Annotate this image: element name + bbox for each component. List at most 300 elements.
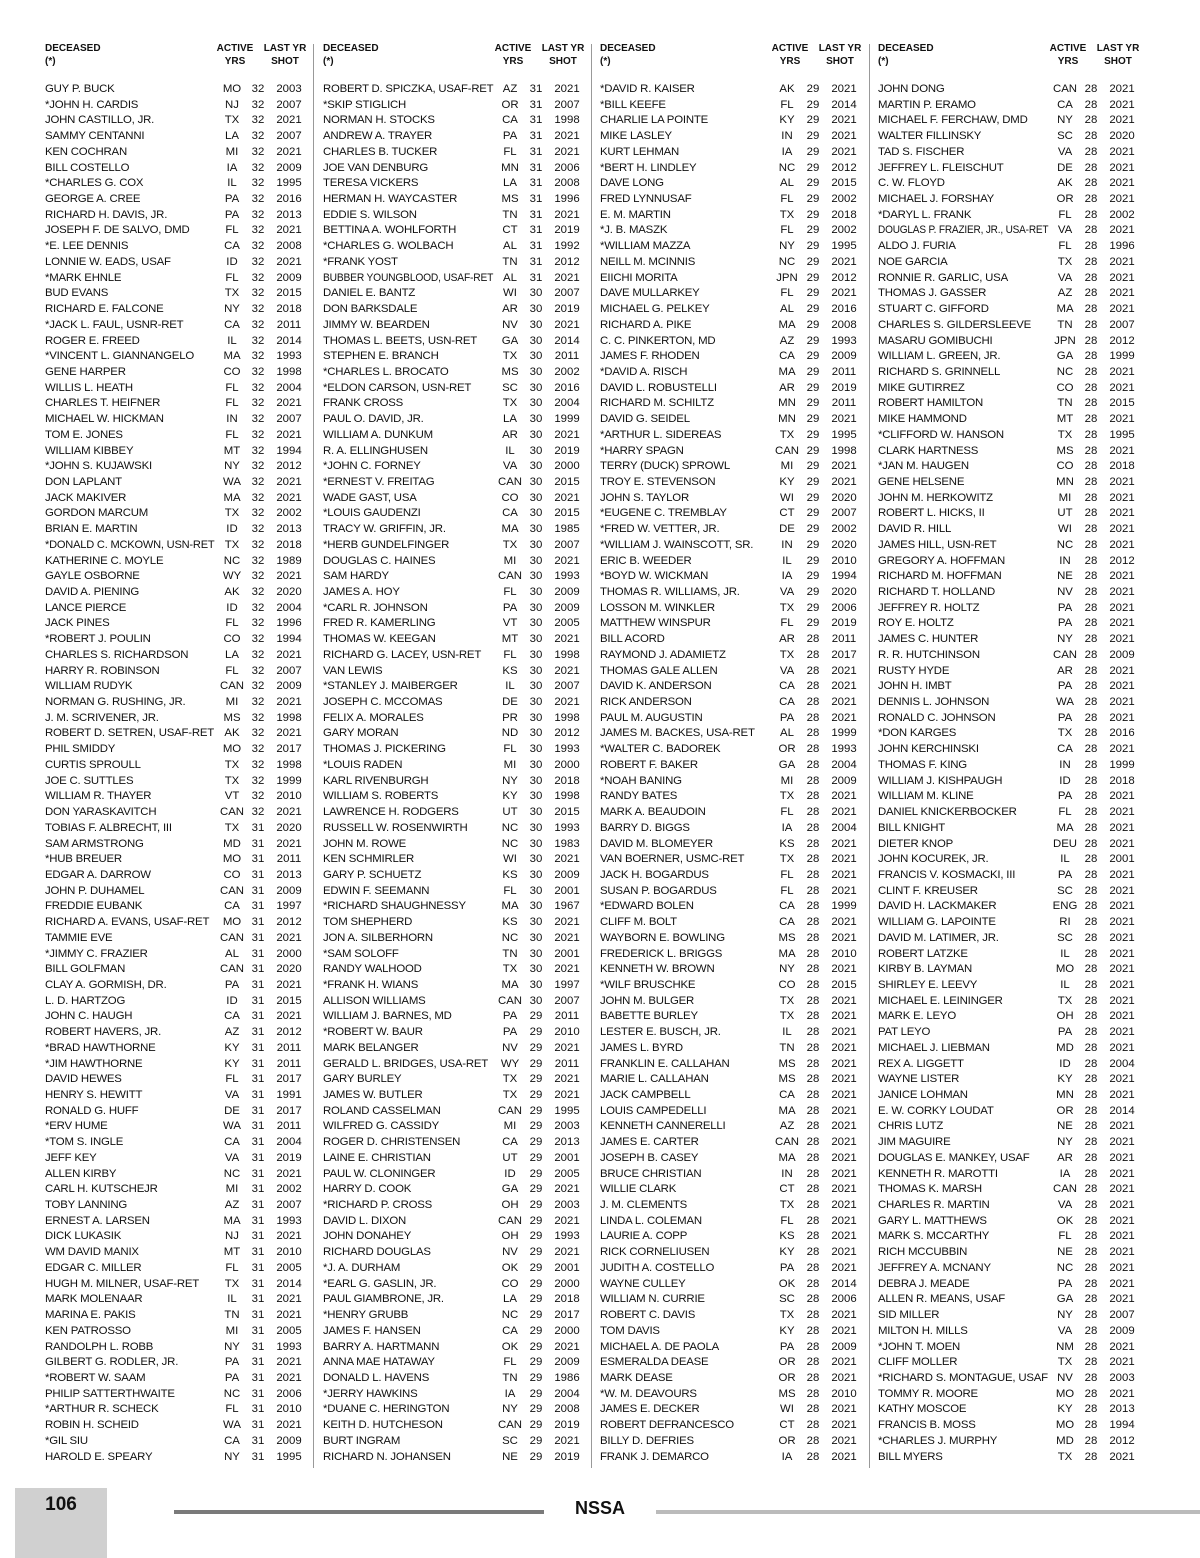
member-state: VA <box>224 1089 240 1101</box>
member-state: KY <box>779 1246 795 1259</box>
member-name: *RICHARD S. MONTAGUE, USAF <box>878 1371 1048 1384</box>
member-state: CAN <box>1052 1183 1078 1196</box>
member-name: JAMES C. HUNTER <box>878 633 979 646</box>
member-name: DAVID K. ANDERSON <box>600 680 712 693</box>
list-item <box>45 1450 307 1466</box>
member-state: MI <box>503 1120 517 1133</box>
list-item <box>45 994 307 1010</box>
last-year-shot: 2019 <box>554 444 580 457</box>
member-state: NY <box>224 460 240 473</box>
list-item <box>323 475 585 491</box>
member-state: LA <box>503 1293 517 1306</box>
last-year-shot: 2007 <box>1109 318 1135 331</box>
member-name: TOM DAVIS <box>600 1324 660 1337</box>
member-state: KY <box>224 1057 240 1070</box>
list-item <box>600 1308 862 1324</box>
active-years: 31 <box>251 1136 265 1149</box>
list-item <box>45 428 307 444</box>
member-state: NC <box>501 931 519 944</box>
active-years: 28 <box>806 884 820 897</box>
member-state: AK <box>779 83 795 95</box>
member-state: TX <box>779 208 795 221</box>
active-years: 30 <box>529 570 543 583</box>
last-year-shot: 2021 <box>1109 696 1135 709</box>
member-state: MT <box>223 1246 241 1259</box>
list-item <box>878 711 1140 727</box>
active-years: 31 <box>251 884 265 897</box>
member-name: RICK ANDERSON <box>600 696 692 709</box>
last-year-shot: 2002 <box>831 193 857 206</box>
active-years: 28 <box>806 1057 820 1070</box>
member-name: *JOHN H. CARDIS <box>45 98 139 111</box>
active-years: 28 <box>1084 821 1098 834</box>
member-state: TX <box>1057 727 1073 740</box>
active-years: 29 <box>806 130 820 143</box>
active-years: 32 <box>251 255 265 268</box>
list-item <box>600 334 862 350</box>
member-name: GEORGE A. CREE <box>45 193 141 206</box>
member-name: BABETTE BURLEY <box>600 1010 698 1023</box>
active-years: 31 <box>251 1261 265 1274</box>
member-name: WILLIAM J. KISHPAUGH <box>878 774 1003 787</box>
member-name: *ARTHUR L. SIDEREAS <box>600 428 722 441</box>
active-years: 28 <box>806 978 820 991</box>
member-state: KS <box>779 837 795 850</box>
last-year-shot: 2010 <box>831 554 857 567</box>
member-name: *ROBERT W. SAAM <box>45 1371 146 1384</box>
active-years: 32 <box>251 83 265 95</box>
active-years: 31 <box>251 916 265 929</box>
last-year-shot: 2021 <box>1109 1073 1135 1086</box>
active-years: 29 <box>806 287 820 300</box>
last-year-shot: 2021 <box>1109 224 1135 237</box>
last-year-shot: 2021 <box>276 648 302 661</box>
active-years: 30 <box>529 428 543 441</box>
active-years: 28 <box>1084 837 1098 850</box>
member-name: TRACY W. GRIFFIN, JR. <box>323 523 446 536</box>
member-name: DAVID G. SEIDEL <box>600 413 690 426</box>
active-years: 28 <box>1084 1230 1098 1243</box>
last-year-shot: 2021 <box>831 853 857 866</box>
active-years: 31 <box>529 83 543 95</box>
member-name: WAYNE LISTER <box>878 1073 960 1086</box>
active-years: 28 <box>806 1324 820 1337</box>
last-year-shot: 2013 <box>276 868 302 881</box>
member-name: MARK A. BEAUDOIN <box>600 806 706 819</box>
member-name: *W. M. DEAVOURS <box>600 1387 697 1400</box>
column-divider <box>313 44 314 1468</box>
member-name: JOHN KOCUREK, JR. <box>878 853 989 866</box>
list-item <box>323 1324 585 1340</box>
last-year-shot: 2021 <box>276 145 302 158</box>
last-year-shot: 2015 <box>1109 397 1135 410</box>
member-name: PAUL W. CLONINGER <box>323 1167 436 1180</box>
last-year-shot: 2021 <box>1109 994 1135 1007</box>
member-name: ESMERALDA DEASE <box>600 1356 709 1369</box>
member-name: *EUGENE C. TREMBLAY <box>600 507 727 520</box>
member-state: AR <box>1057 664 1073 677</box>
list-item <box>600 302 862 318</box>
list-item <box>323 271 585 287</box>
active-years: 28 <box>1084 1214 1098 1227</box>
list-item <box>45 349 307 365</box>
active-years: 29 <box>806 428 820 441</box>
list-item <box>600 161 862 177</box>
member-state: CA <box>502 114 518 127</box>
last-year-shot: 2021 <box>1109 963 1135 976</box>
member-state: NV <box>502 318 518 331</box>
last-year-shot: 2021 <box>1109 1277 1135 1290</box>
active-years: 32 <box>251 711 265 724</box>
member-name: DENNIS L. JOHNSON <box>878 696 990 709</box>
active-years: 29 <box>529 1026 543 1039</box>
active-years: 31 <box>251 1057 265 1070</box>
list-item <box>878 428 1140 444</box>
list-item <box>323 1214 585 1230</box>
active-years: 30 <box>529 884 543 897</box>
member-name: KARL RIVENBURGH <box>323 774 429 787</box>
active-years: 28 <box>1084 303 1098 316</box>
list-item <box>45 1167 307 1183</box>
last-year-shot: 2007 <box>276 130 302 143</box>
member-state: AZ <box>224 1199 240 1212</box>
member-state: PA <box>502 1026 518 1039</box>
member-state: FL <box>780 884 794 897</box>
active-years: 29 <box>806 350 820 363</box>
last-year-shot: 2021 <box>276 696 302 709</box>
active-years: 32 <box>251 193 265 206</box>
active-years: 28 <box>806 1120 820 1133</box>
member-name: JOHN M. ROWE <box>323 837 407 850</box>
active-years: 29 <box>806 475 820 488</box>
last-year-shot: 2021 <box>1109 617 1135 630</box>
active-years: 29 <box>806 381 820 394</box>
member-state: PA <box>1057 790 1073 803</box>
last-year-shot: 2009 <box>831 350 857 363</box>
member-name: CHARLIE LA POINTE <box>600 114 709 127</box>
list-item <box>878 1355 1140 1371</box>
member-state: CA <box>779 1089 795 1101</box>
last-year-shot: 1993 <box>554 821 580 834</box>
member-name: DOUGLAS P. FRAZIER, JR., USA-RET <box>878 224 1049 237</box>
active-years: 28 <box>806 947 820 960</box>
member-state: TX <box>224 821 240 834</box>
list-item <box>323 318 585 334</box>
member-state: OH <box>1056 1010 1074 1023</box>
active-years: 30 <box>529 601 543 614</box>
member-name: *ERNEST V. FREITAG <box>323 475 435 488</box>
active-years: 28 <box>1084 114 1098 127</box>
last-year-shot: 2021 <box>554 1183 580 1196</box>
list-item <box>878 286 1140 302</box>
member-state: SC <box>1057 884 1073 897</box>
list-item <box>600 554 862 570</box>
member-state: MO <box>1055 1387 1075 1400</box>
last-year-shot: 2012 <box>276 1026 302 1039</box>
member-name: TOBY LANNING <box>45 1199 128 1212</box>
member-state: IA <box>504 1387 516 1400</box>
list-item <box>323 978 585 994</box>
active-years: 29 <box>806 570 820 583</box>
last-year-shot: 2021 <box>1109 507 1135 520</box>
list-item <box>323 255 585 271</box>
member-name: *TOM S. INGLE <box>45 1136 124 1149</box>
list-item <box>600 601 862 617</box>
list-item <box>600 1324 862 1340</box>
column-header <box>878 38 1140 78</box>
member-state: OR <box>1056 193 1074 206</box>
member-state: AL <box>225 947 239 960</box>
last-year-shot: 2021 <box>554 271 580 284</box>
member-name: JOHN KERCHINSKI <box>878 743 979 756</box>
member-state: FL <box>225 224 239 237</box>
list-item <box>600 381 862 397</box>
list-item <box>45 208 307 224</box>
member-name: LOUIS CAMPEDELLI <box>600 1104 707 1117</box>
list-item <box>323 1041 585 1057</box>
member-state: CAN <box>774 1136 800 1149</box>
last-year-shot: 2021 <box>831 1089 857 1101</box>
last-year-shot: 2005 <box>276 1324 302 1337</box>
member-state: CA <box>224 900 240 913</box>
last-year-shot: 2021 <box>554 916 580 929</box>
last-year-shot: 2009 <box>1109 1324 1135 1337</box>
member-state: NE <box>1057 1246 1073 1259</box>
member-name: *DAVID R. KAISER <box>600 83 695 95</box>
list-item <box>323 98 585 114</box>
last-year-shot: 1983 <box>554 837 580 850</box>
member-name: *GIL SIU <box>45 1434 88 1447</box>
member-name: DON BARKSDALE <box>323 303 418 316</box>
active-years: 28 <box>806 1073 820 1086</box>
active-years: 30 <box>529 475 543 488</box>
member-state: FL <box>225 664 239 677</box>
active-years: 28 <box>1084 900 1098 913</box>
active-years: 30 <box>529 507 543 520</box>
member-name: RICHARD E. FALCONE <box>45 303 164 316</box>
list-item <box>878 1450 1140 1466</box>
member-name: CURTIS SPROULL <box>45 758 141 771</box>
active-years: 31 <box>251 931 265 944</box>
active-years: 32 <box>251 664 265 677</box>
list-item <box>600 1355 862 1371</box>
member-name: GARY P. SCHUETZ <box>323 868 422 881</box>
active-years: 29 <box>806 271 820 284</box>
member-state: DE <box>1057 161 1073 174</box>
member-state: FL <box>780 806 794 819</box>
active-years: 28 <box>1084 1073 1098 1086</box>
member-name: THOMAS L. BEETS, USN-RET <box>323 334 478 347</box>
member-name: DAVID R. HILL <box>878 523 952 536</box>
member-state: FL <box>503 743 517 756</box>
member-name: JACK MAKIVER <box>45 491 127 504</box>
header-active-yrs: ACTIVE YRS <box>1049 43 1087 67</box>
member-state: WI <box>503 853 517 866</box>
member-name: *DONALD C. MCKOWN, USN-RET <box>45 538 215 551</box>
member-state: AZ <box>779 334 795 347</box>
member-name: THOMAS K. MARSH <box>878 1183 982 1196</box>
member-name: BILL COSTELLO <box>45 161 130 174</box>
member-name: R. R. HUTCHINSON <box>878 648 980 661</box>
roster-list <box>323 82 585 1465</box>
list-item <box>45 1229 307 1245</box>
active-years: 28 <box>1084 1434 1098 1447</box>
list-item <box>600 271 862 287</box>
last-year-shot: 2021 <box>554 1041 580 1054</box>
list-item <box>323 538 585 554</box>
header-last-yr-shot: LAST YR SHOT <box>1096 43 1140 67</box>
list-item <box>878 1041 1140 1057</box>
list-item <box>45 1434 307 1450</box>
active-years: 32 <box>251 428 265 441</box>
member-state: NY <box>502 1403 518 1416</box>
member-name: MICHAEL J. LIEBMAN <box>878 1041 990 1054</box>
last-year-shot: 2000 <box>276 947 302 960</box>
page-number-box <box>15 1488 107 1558</box>
member-state: TX <box>224 538 240 551</box>
last-year-shot: 2015 <box>831 177 857 190</box>
list-item <box>600 1340 862 1356</box>
list-item <box>600 711 862 727</box>
member-state: MO <box>222 853 242 866</box>
member-state: FL <box>225 271 239 284</box>
last-year-shot: 2005 <box>554 617 580 630</box>
member-name: CHARLES T. HEIFNER <box>45 397 161 410</box>
list-item <box>323 113 585 129</box>
last-year-shot: 2021 <box>831 1104 857 1117</box>
list-item <box>600 491 862 507</box>
last-year-shot: 2021 <box>831 1073 857 1086</box>
footer-rule-left <box>174 1510 544 1514</box>
member-state: CA <box>224 318 240 331</box>
member-name: ANNA MAE HATAWAY <box>323 1356 435 1369</box>
active-years: 28 <box>1084 1057 1098 1070</box>
member-state: TX <box>779 1309 795 1322</box>
list-item <box>323 334 585 350</box>
list-item <box>878 585 1140 601</box>
last-year-shot: 2010 <box>831 947 857 960</box>
member-name: *HARRY SPAGN <box>600 444 684 457</box>
member-name: *BERT H. LINDLEY <box>600 161 697 174</box>
list-item <box>878 679 1140 695</box>
last-year-shot: 2021 <box>276 255 302 268</box>
last-year-shot: 2021 <box>1109 1199 1135 1212</box>
last-year-shot: 1998 <box>554 790 580 803</box>
member-state: NM <box>1056 1340 1074 1353</box>
member-name: E. M. MARTIN <box>600 208 671 221</box>
active-years: 30 <box>529 287 543 300</box>
member-state: TX <box>502 350 518 363</box>
list-item <box>878 1198 1140 1214</box>
member-name: *BILL KEEFE <box>600 98 666 111</box>
member-name: THOMAS F. KING <box>878 758 967 771</box>
member-state: MN <box>778 413 796 426</box>
member-name: MARINA E. PAKIS <box>45 1309 136 1322</box>
member-name: WILLIAM RUDYK <box>45 680 133 693</box>
last-year-shot: 1998 <box>554 648 580 661</box>
list-item <box>600 318 862 334</box>
member-name: ERNEST A. LARSEN <box>45 1214 150 1227</box>
active-years: 32 <box>251 743 265 756</box>
member-name: FREDDIE EUBANK <box>45 900 143 913</box>
member-name: PAT LEYO <box>878 1026 931 1039</box>
active-years: 30 <box>529 413 543 426</box>
member-state: PA <box>502 601 518 614</box>
list-item <box>45 664 307 680</box>
member-name: RICHARD G. LACEY, USN-RET <box>323 648 482 661</box>
member-name: MIKE LASLEY <box>600 130 672 143</box>
active-years: 32 <box>251 475 265 488</box>
active-years: 28 <box>1084 696 1098 709</box>
member-name: JOSEPH B. CASEY <box>600 1151 699 1164</box>
member-state: PA <box>502 130 518 143</box>
list-item <box>878 1340 1140 1356</box>
active-years: 28 <box>1084 413 1098 426</box>
member-name: RANDY BATES <box>600 790 678 803</box>
member-state: NV <box>502 1041 518 1054</box>
list-item <box>45 365 307 381</box>
member-state: FL <box>503 145 517 158</box>
last-year-shot: 2021 <box>831 1026 857 1039</box>
last-year-shot: 2014 <box>831 1277 857 1290</box>
member-state: NV <box>1057 586 1073 598</box>
member-state: IL <box>1060 947 1070 960</box>
active-years: 29 <box>806 365 820 378</box>
active-years: 28 <box>1084 460 1098 473</box>
list-item <box>600 1072 862 1088</box>
member-name: *JERRY HAWKINS <box>323 1387 418 1400</box>
active-years: 32 <box>251 648 265 661</box>
list-item <box>323 161 585 177</box>
member-name: PHILIP SATTERTHWAITE <box>45 1387 175 1400</box>
active-years: 32 <box>251 287 265 300</box>
member-name: WILLIAM S. ROBERTS <box>323 790 439 803</box>
list-item <box>878 129 1140 145</box>
member-state: PA <box>779 1261 795 1274</box>
active-years: 28 <box>1084 680 1098 693</box>
last-year-shot: 2021 <box>276 428 302 441</box>
last-year-shot: 2007 <box>276 1199 302 1212</box>
member-state: CT <box>779 1183 795 1196</box>
list-item <box>323 145 585 161</box>
member-state: NC <box>223 1167 241 1180</box>
member-state: MA <box>501 523 519 536</box>
last-year-shot: 2011 <box>276 1057 302 1070</box>
active-years: 32 <box>251 334 265 347</box>
list-item <box>323 459 585 475</box>
member-name: WILFRED G. CASSIDY <box>323 1120 440 1133</box>
member-name: LAWRENCE H. RODGERS <box>323 806 459 819</box>
member-name: DON LAPLANT <box>45 475 122 488</box>
last-year-shot: 2012 <box>831 161 857 174</box>
active-years: 29 <box>529 1261 543 1274</box>
member-name: KENNETH CANNERELLI <box>600 1120 726 1133</box>
active-years: 28 <box>806 1387 820 1400</box>
member-name: ROGER D. CHRISTENSEN <box>323 1136 461 1149</box>
active-years: 31 <box>529 193 543 206</box>
member-state: NC <box>1056 365 1074 378</box>
list-item <box>323 1135 585 1151</box>
member-state: SC <box>779 1293 795 1306</box>
list-item <box>323 868 585 884</box>
member-state: MA <box>778 1104 796 1117</box>
member-state: VA <box>224 1151 240 1164</box>
list-item <box>600 1198 862 1214</box>
last-year-shot: 2008 <box>276 240 302 253</box>
member-state: JPN <box>1054 334 1076 347</box>
last-year-shot: 1999 <box>831 900 857 913</box>
active-years: 31 <box>251 1089 265 1101</box>
